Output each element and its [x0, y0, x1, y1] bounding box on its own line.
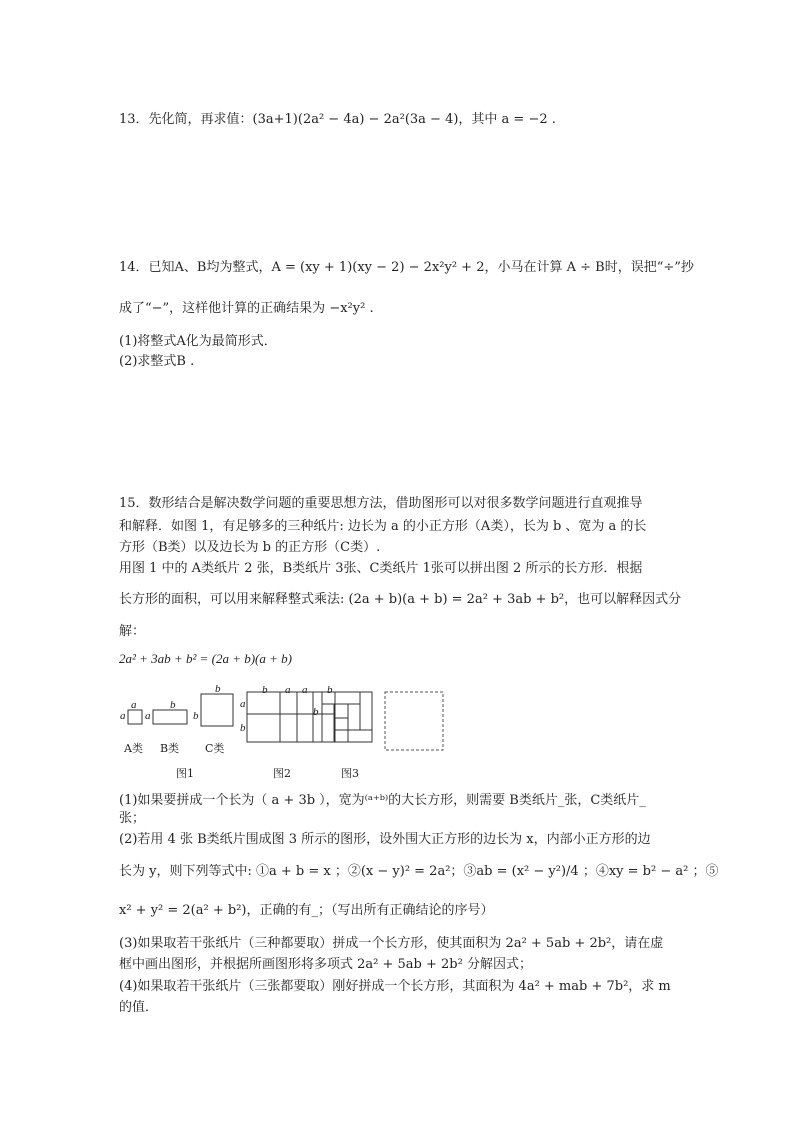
fig2-label-b: b — [262, 684, 268, 696]
tile-a — [128, 710, 142, 724]
q14-sub2: (2)求整式B . — [119, 354, 195, 369]
fig3-square — [322, 692, 372, 742]
fig1-caption: 图1 — [176, 767, 194, 780]
fig2-label-a1: a — [285, 684, 291, 696]
q15-p1: 15．数形结合是解决数学问题的重要思想方法，借助图形可以对很多数学问题进行直观推导 — [119, 496, 643, 511]
fig3-label-b: b — [327, 684, 333, 696]
q15-s2a: (2)若用 4 张 B类纸片围成图 3 所示的图形，设外围大正方形的边长为 x，内部小正方形的边 — [119, 832, 651, 847]
tile-c — [201, 694, 233, 726]
fig3-caption: 图3 — [341, 767, 359, 780]
q15-p4: 用图 1 中的 A类纸片 2 张，B类纸片 3张、C类纸片 1张可以拼出图 2 所示的长方形．根据 — [119, 561, 643, 576]
fig1-label-a-top: a — [131, 699, 137, 711]
fig2-caption: 图2 — [273, 767, 291, 780]
fig1-label-a-side: a — [120, 710, 126, 722]
fig3-label-b-side: b — [313, 706, 319, 718]
q15-p2: 和解释．如图 1，有足够多的三种纸片: 边长为 a 的小正方形（A类），长为 b 、宽为 a 的长 — [119, 519, 647, 534]
fig2-label-left-b: b — [240, 722, 246, 734]
q15-s2b: 长为 y，则下列等式中: ①a + b = x ；②(x − y)² = 2a²；③ab = (x² − y²)/4 ；④xy = b² − a² ；⑤ — [119, 864, 719, 879]
q15-p7: 2a² + 3ab + b² = (2a + b)(a + b) — [119, 651, 292, 666]
fig1-class-a: A类 — [124, 742, 143, 755]
fig2-label-a2: a — [302, 684, 308, 696]
fig1-label-a-side2: a — [145, 710, 151, 722]
fig1-class-b: B类 — [160, 742, 180, 755]
dashed-answer-box — [385, 692, 443, 750]
q15-p5: 长方形的面积，可以用来解释整式乘法: (2a + b)(a + b) = 2a² + 3ab + b²，也可以解释因式分 — [119, 592, 682, 607]
q15-s2c: x² + y² = 2(a² + b²)，正确的有_；（写出所有正确结论的序号） — [119, 903, 494, 918]
q14-line2: 成了“−”，这样他计算的正确结果为 −x²y² . — [119, 301, 374, 316]
q15-p6: 解： — [119, 624, 146, 639]
q15-s4a: (4)如果取若干张纸片（三张都要取）刚好拼成一个长方形，其面积为 4a² + mab + 7b²，求 m — [119, 979, 671, 994]
fig1-class-c: C类 — [205, 742, 225, 755]
q14-sub1: (1)将整式A化为最简形式． — [119, 334, 277, 349]
q14-line1: 14．已知A、B均为整式，A = (xy + 1)(xy − 2) − 2x²y² + 2，小马在计算 A ÷ B时，误把“÷”抄 — [119, 260, 694, 275]
fig1-label-b-c-side: b — [193, 710, 199, 722]
tile-b — [153, 710, 187, 724]
q13-text: 13．先化简，再求值：(3a+1)(2a² − 4a) − 2a²(3a − 4)，其中 a = −2 . — [119, 112, 556, 127]
q15-s4b: 的值． — [119, 1000, 159, 1015]
fig1-label-b-c: b — [215, 683, 221, 695]
q15-s1b: 张； — [119, 811, 146, 826]
q15-s1a: (1)如果要拼成一个长为（ a + 3b ），宽为⁽ᵃ⁺ᵇ⁾的大长方形，则需要 B类纸片_张，C类纸片_ — [119, 793, 646, 808]
q15-s3b: 框中画出图形，并根据所画图形将多项式 2a² + 5ab + 2b² 分解因式； — [119, 957, 532, 972]
q15-p3: 方形（B类）以及边长为 b 的正方形（C类）. — [119, 540, 381, 555]
fig2-label-left-a: a — [240, 698, 246, 710]
q15-s3a: (3)如果取若干张纸片（三种都要取）拼成一个长方形，使其面积为 2a² + 5ab + 2b²，请在虚 — [119, 936, 664, 951]
fig1-label-b-top: b — [170, 699, 176, 711]
